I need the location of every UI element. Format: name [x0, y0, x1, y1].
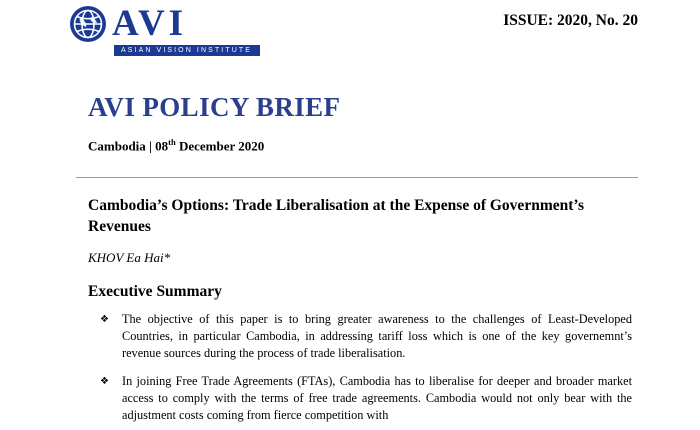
logo-subtitle: ASIAN VISION INSTITUTE [114, 45, 260, 56]
article-title: Cambodia’s Options: Trade Liberalisation at the Expense of Government’s Revenues [88, 197, 585, 236]
globe-icon [68, 4, 108, 44]
logo-wordmark: AVI [112, 3, 188, 44]
article [88, 196, 632, 424]
brief-date: December 2020 [175, 138, 265, 154]
logo-row [68, 4, 187, 44]
diamond-bullet-icon: ❖ [100, 376, 109, 388]
page-title: AVI POLICY BRIEF [88, 92, 341, 122]
header-divider [76, 177, 638, 178]
document-header [62, 0, 638, 56]
brief-meta [88, 137, 638, 154]
section-heading: Executive Summary [88, 283, 222, 301]
avi-logo [68, 4, 260, 56]
executive-summary-list [100, 311, 632, 424]
list-item [100, 311, 632, 362]
list-item-text: In joining Free Trade Agreements (FTAs), Cambodia has to liberalise for deeper and broader market access to comply with the terms of free trade agreements. Cambodia would not only bear with the adjustment costs coming from fierce competition with [122, 374, 632, 423]
list-item [100, 373, 632, 424]
diamond-bullet-icon: ❖ [100, 314, 109, 326]
brief-location: Cambodia | 08 [88, 138, 169, 154]
list-item-text: The objective of this paper is to bring greater awareness to the challenges of Least-Developed Countries, in particular Cambodia, in addressing tariff loss which is one of the key governemnt’s revenue sources during the process of trade liberalisation. [122, 312, 632, 361]
issue-number: ISSUE: 2020, No. 20 [503, 12, 638, 29]
article-author: KHOV Ea Hai* [88, 250, 171, 266]
date-ordinal-suffix: th [168, 137, 176, 147]
